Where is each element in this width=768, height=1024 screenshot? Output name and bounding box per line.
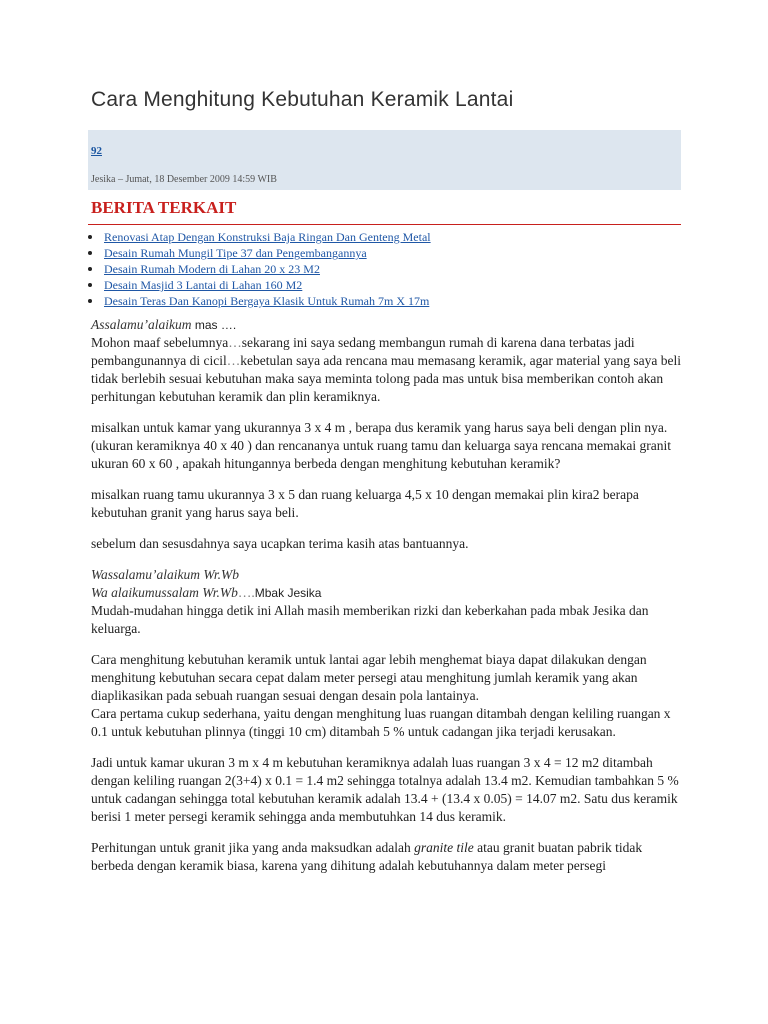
answer-paragraph-3: Cara pertama cukup sederhana, yaitu dengan menghitung luas ruangan ditambah dengan keliling ruangan x 0.1 untuk kebutuhan plinnya (tinggi 10 cm) ditambah 5 % untuk cadangan jika terjadi kerusakan. — [91, 706, 671, 739]
reply-name: Mbak Jesika — [254, 586, 322, 600]
related-link[interactable]: Desain Rumah Mungil Tipe 37 dan Pengembangannya — [104, 246, 367, 260]
closing — [91, 566, 683, 584]
comment-count-link[interactable]: 92 — [91, 145, 102, 157]
ellipsis: … — [226, 353, 241, 368]
article-body — [91, 316, 683, 875]
question-text: kebetulan saya ada rencana mau memasang keramik, agar material yang saya beli tidak berlebih sesuai kebutuhan maka saya meminta tolong pada mas untuk bisa memberikan contoh akan perhitungan kebutuhan keramik dan plin keramiknya. — [91, 353, 682, 404]
ellipsis: …. — [237, 585, 255, 600]
question-paragraph-2: misalkan untuk kamar yang ukurannya 3 x 4 m , berapa dus keramik yang harus saya beli dengan plin nya. (ukuran keramiknya 40 x 40 ) dan rencananya untuk ruang tamu dan keluarga saya rencana memakai granit ukuran 60 x 60 , apakah hitungannya berbeda dengan menghitung kebutuhan keramik? — [91, 420, 672, 471]
closing-rest: Wr.Wb — [200, 567, 240, 582]
question-text: sekarang ini saya sedang membangun rumah di karena dana terbatas jadi pembangunannya di cicil — [91, 335, 635, 368]
answer-emphasis: granite tile — [414, 840, 474, 855]
article-byline: Jesika – Jumat, 18 Desember 2009 14:59 WIB — [91, 174, 277, 185]
question-paragraph-3: misalkan ruang tamu ukurannya 3 x 5 dan ruang keluarga 4,5 x 10 dengan memakai plin kira2 berapa kebutuhan granit yang harus saya beli. — [91, 487, 639, 520]
related-link[interactable]: Desain Rumah Modern di Lahan 20 x 23 M2 — [104, 262, 320, 276]
greeting-script: Assalamu’alaikum — [91, 317, 192, 332]
related-link[interactable]: Renovasi Atap Dengan Konstruksi Baja Ringan Dan Genteng Metal — [104, 230, 431, 244]
related-item — [88, 261, 431, 277]
related-item — [88, 245, 431, 261]
reply-greeting — [91, 584, 683, 602]
question-paragraph-1 — [91, 334, 683, 406]
related-news-heading: BERITA TERKAIT — [91, 198, 237, 217]
greeting-rest: mas …. — [191, 318, 237, 332]
answer-paragraph-2: Cara menghitung kebutuhan keramik untuk lantai agar lebih menghemat biaya dapat dilakukan dengan menghitung kebutuhan secara cepat dalam meter persegi atau menghitung jumlah keramik yang akan diaplikasikan pada sebuah ruangan sesuai dengan desain pola lantainya. — [91, 652, 647, 703]
answer-text: atau granit buatan pabrik tidak berbeda dengan keramik biasa, karena yang dihitung adalah kebutuhannya dalam meter persegi — [91, 840, 643, 873]
reply-salam: Wa alaikumussalam Wr.Wb — [91, 585, 238, 600]
related-item — [88, 229, 431, 245]
article-meta — [88, 130, 681, 190]
greeting — [91, 316, 683, 334]
question-text: Mohon maaf sebelumnya — [91, 335, 229, 350]
answer-text: Perhitungan untuk granit jika yang anda maksudkan adalah — [91, 840, 415, 855]
article-title: Cara Menghitung Kebutuhan Keramik Lantai — [91, 88, 514, 111]
question-paragraph-4: sebelum dan sesusdahnya saya ucapkan terima kasih atas bantuannya. — [91, 536, 469, 551]
answer-paragraph-1: Mudah-mudahan hingga detik ini Allah masih memberikan rizki dan keberkahan pada mbak Jesika dan keluarga. — [91, 603, 649, 636]
related-item — [88, 293, 431, 309]
related-item — [88, 277, 431, 293]
related-link[interactable]: Desain Masjid 3 Lantai di Lahan 160 M2 — [104, 278, 303, 292]
related-link[interactable]: Desain Teras Dan Kanopi Bergaya Klasik Untuk Rumah 7m X 17m — [104, 294, 430, 308]
answer-paragraph-5 — [91, 839, 683, 875]
ellipsis: … — [228, 335, 242, 350]
closing-script: Wassalamu’alaikum — [91, 567, 201, 582]
related-news-list — [88, 229, 431, 309]
answer-paragraph-4: Jadi untuk kamar ukuran 3 m x 4 m kebutuhan keramiknya adalah luas ruangan 3 x 4 = 12 m2 ditambah dengan keliling ruangan 2(3+4) x 0.1 = 1.4 m2 sehingga totalnya adalah 13.4 m2. Kemudian tambahkan 5 % untuk cadangan sehingga total kebutuhan keramik adalah 13.4 + (13.4 x 0.05) = 14.07 m2. Satu dus keramik berisi 1 meter persegi keramik sehingga anda membutuhkan 14 dus keramik. — [91, 755, 679, 824]
related-divider — [88, 224, 681, 225]
